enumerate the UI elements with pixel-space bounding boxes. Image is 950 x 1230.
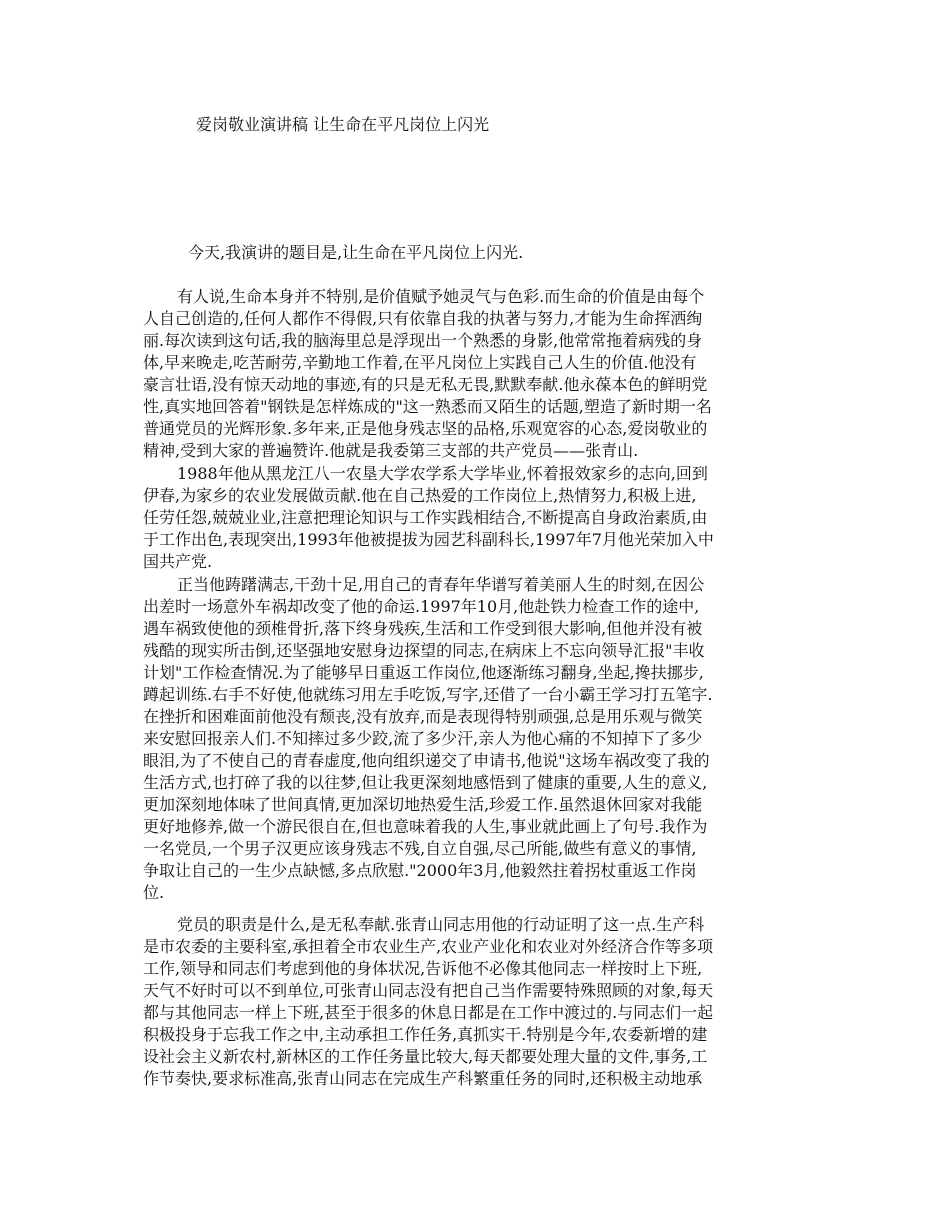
paragraph-line: 积极投身于忘我工作之中,主动承担工作任务,真抓实干.特别是今年,农委新增的建	[143, 1025, 708, 1044]
paragraph-line: 计划"工作检查情况.为了能够早日重返工作岗位,他逐渐练习翻身,坐起,搀扶挪步,	[143, 663, 704, 682]
paragraph-1	[143, 286, 815, 462]
paragraph-line: 党员的职责是什么,是无私奉献.张青山同志用他的行动证明了这一点.生产科	[177, 915, 705, 934]
paragraph-line: 性,真实地回答着"钢铁是怎样炼成的"这一熟悉而又陌生的话题,塑造了新时期一名	[143, 397, 712, 416]
paragraph-line: 位.	[143, 883, 165, 902]
paragraph-line: 作节奏快,要求标准高,张青山同志在完成生产科繁重任务的同时,还积极主动地承	[143, 1069, 703, 1088]
paragraph-line: 天气不好时可以不到单位,可张青山同志没有把自己当作需要特殊照顾的对象,每天	[143, 981, 714, 1000]
paragraph-line: 一名党员,一个男子汉更应该身残志不残,自立自强,尽己所能,做些有意义的事情,	[143, 839, 697, 858]
paragraph-line: 工作,领导和同志们考虑到他的身体状况,告诉他不必像其他同志一样按时上下班,	[143, 959, 703, 978]
paragraph-line: 国共产党.	[143, 552, 213, 571]
paragraph-line: 设社会主义新农村,新林区的工作任务量比较大,每天都要处理大量的文件,事务,工	[143, 1047, 708, 1066]
paragraph-line: 1988年他从黑龙江八一农垦大学农学系大学毕业,怀着报效家乡的志向,回到	[177, 464, 708, 483]
paragraph-line: 是市农委的主要科室,承担着全市农业生产,农业产业化和农业对外经济合作等多项	[143, 937, 714, 956]
paragraph-line: 精神,受到大家的普遍赞许.他就是我委第三支部的共产党员——张青山.	[143, 441, 639, 460]
document-title: 爱岗敬业演讲稿 让生命在平凡岗位上闪光	[196, 115, 490, 134]
paragraph-line: 体,早来晚走,吃苦耐劳,辛勤地工作着,在平凡岗位上实践自己人生的价值.他没有	[143, 353, 697, 372]
paragraph-3	[143, 574, 815, 904]
paragraph-line: 生活方式,也打碎了我的以往梦,但让我更深刻地感悟到了健康的重要,人生的意义,	[143, 773, 708, 792]
paragraph-2	[143, 463, 815, 573]
paragraph-line: 出差时一场意外车祸却改变了他的命运.1997年10月,他赴铁力检查工作的途中,	[143, 597, 700, 616]
paragraph-line: 豪言壮语,没有惊天动地的事迹,有的只是无私无畏,默默奉献.他永葆本色的鲜明党	[143, 375, 708, 394]
paragraph-line: 有人说,生命本身并不特别,是价值赋予她灵气与色彩.而生命的价值是由每个	[177, 287, 705, 306]
paragraph-line: 丽.每次读到这句话,我的脑海里总是浮现出一个熟悉的身影,他常常拖着病残的身	[143, 331, 703, 350]
paragraph-line: 都与其他同志一样上下班,甚至于很多的休息日都是在工作中渡过的.与同志们一起	[143, 1003, 714, 1022]
paragraph-line: 在挫折和困难面前他没有颓丧,没有放弃,而是表现得特别顽强,总是用乐观与微笑	[143, 707, 703, 726]
paragraph-line: 蹲起训练.右手不好使,他就练习用左手吃饭,写字,还借了一台小霸王学习打五笔字.	[143, 685, 713, 704]
paragraph-line: 眼泪,为了不使自己的青春虚度,他向组织递交了申请书,他说"这场车祸改变了我的	[143, 751, 710, 770]
paragraph-line: 更好地修养,做一个游民很自在,但也意味着我的人生,事业就此画上了句号.我作为	[143, 817, 708, 836]
paragraph-line: 来安慰回报亲人们.不知摔过多少跤,流了多少汗,亲人为他心痛的不知掉下了多少	[143, 729, 703, 748]
paragraph-line: 争取让自己的一生少点缺憾,多点欣慰."2000年3月,他毅然拄着拐杖重返工作岗	[143, 861, 697, 880]
paragraph-line: 残酷的现实所击倒,还坚强地安慰身边探望的同志,在病床上不忘向领导汇报"丰收	[143, 641, 705, 660]
paragraph-line: 伊春,为家乡的农业发展做贡献.他在自己热爱的工作岗位上,热情努力,积极上进,	[143, 486, 697, 505]
paragraph-line: 更加深刻地体味了世间真情,更加深切地热爱生活,珍爱工作.虽然退休回家对我能	[143, 795, 703, 814]
paragraph-line: 遇车祸致使他的颈椎骨折,落下终身残疾,生活和工作受到很大影响,但他并没有被	[143, 619, 703, 638]
intro-paragraph: 今天,我演讲的题目是,让生命在平凡岗位上闪光.	[188, 243, 524, 262]
paragraph-line: 人自己创造的,任何人都作不得假,只有依靠自我的执著与努力,才能为生命挥洒绚	[143, 309, 703, 328]
paragraph-4	[143, 914, 815, 1090]
paragraph-line: 于工作出色,表现突出,1993年他被提拔为园艺科副科长,1997年7月他光荣加入中	[143, 530, 714, 549]
paragraph-line: 任劳任怨,兢兢业业,注意把理论知识与工作实践相结合,不断提高自身政治素质,由	[143, 508, 708, 527]
paragraph-line: 普通党员的光辉形象.多年来,正是他身残志坚的品格,乐观宽容的心态,爱岗敬业的	[143, 419, 708, 438]
paragraph-line: 正当他踌躇满志,干劲十足,用自己的青春年华谱写着美丽人生的时刻,在因公	[177, 575, 705, 594]
